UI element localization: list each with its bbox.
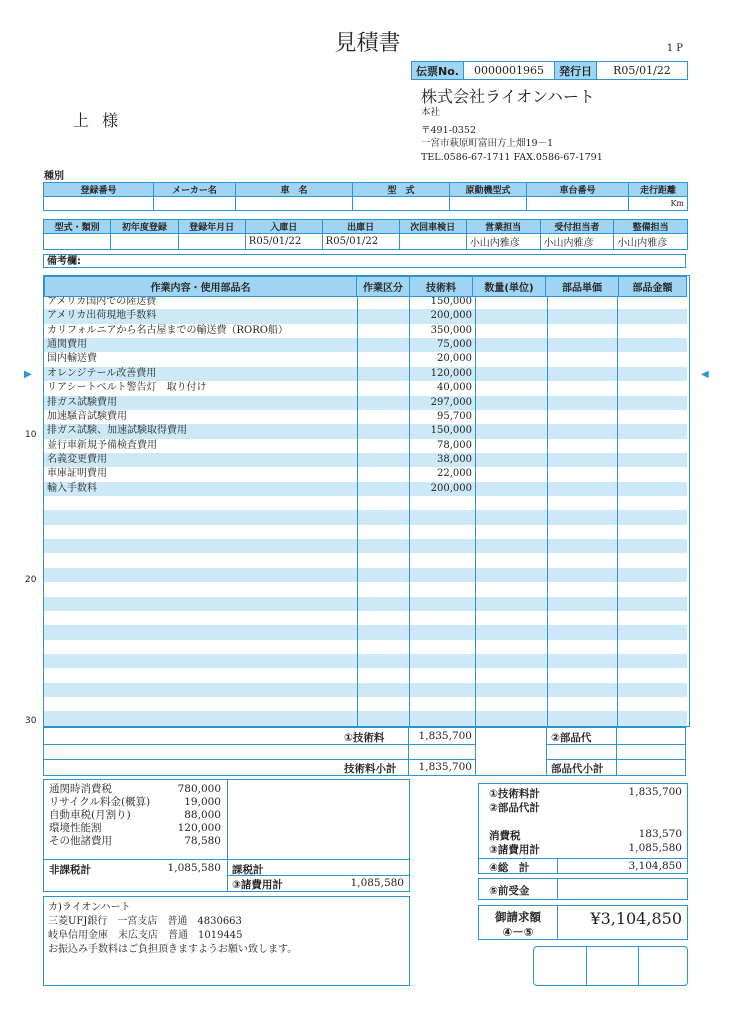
remarks-field: 備考欄:	[43, 254, 686, 268]
work-item-name: 排ガス試験、加速試験取得費用	[47, 425, 187, 437]
detail-header: 営業担当	[466, 220, 540, 234]
table-row	[44, 711, 687, 725]
work-item-fee: 95,700	[437, 410, 472, 422]
tax-subtotal-label: 課税計	[232, 864, 264, 876]
table-row	[44, 352, 687, 366]
vehicle-header: 登録番号	[44, 183, 154, 197]
work-header: 数量(単位)	[473, 277, 546, 297]
billing-box	[478, 905, 688, 940]
work-item-fee: 150,000	[430, 425, 472, 437]
customer-honorific: 上 様	[73, 111, 123, 130]
slip-no: 0000001965	[464, 62, 555, 79]
work-item-name: アメリカ国内での陸送費	[47, 296, 157, 307]
expense-item	[49, 796, 221, 809]
work-item-name: カリフォルニアから名古屋までの輸送費（RORO船）	[47, 324, 288, 336]
line-marker: 10	[25, 430, 37, 440]
work-item-name: 加速騒音試験費用	[47, 410, 127, 422]
work-header: 部品金額	[619, 277, 687, 297]
tech-subtotal-label: 技術料小計	[344, 763, 397, 775]
work-header: 作業内容・使用部品名	[45, 277, 357, 297]
summary-tax-value: 183,570	[638, 828, 682, 840]
table-row	[44, 467, 687, 481]
detail-header: 初年度登録	[111, 220, 178, 234]
bank-info-block	[43, 896, 410, 986]
work-item-name: アメリカ出荷現地手数料	[47, 310, 157, 322]
table-row	[44, 396, 687, 410]
table-row	[44, 453, 687, 467]
detail-value: 小山内雅彦	[540, 234, 614, 250]
table-row	[44, 367, 687, 381]
work-header: 部品単価	[546, 277, 619, 297]
expense-item	[49, 835, 221, 848]
right-marker-icon: ◀	[701, 369, 709, 380]
detail-header: 出庫日	[322, 220, 399, 234]
work-item-name: 通関費用	[47, 339, 87, 351]
company-name: 株式会社ライオンハート	[421, 87, 595, 106]
table-row	[44, 338, 687, 352]
slip-header	[411, 61, 688, 80]
bank-lines	[48, 901, 297, 957]
table-row	[44, 611, 687, 625]
mileage-unit: Km	[629, 197, 688, 211]
work-item-name: リアシートベルト警告灯 取り付け	[47, 382, 207, 394]
detail-table	[43, 219, 688, 250]
parts-subtotal-label: 部品代小計	[551, 763, 604, 775]
line-marker: 20	[25, 575, 37, 585]
misc-total-value: 1,085,580	[350, 877, 404, 889]
work-item-fee: 350,000	[430, 324, 472, 336]
expense-item	[49, 822, 221, 835]
table-row	[44, 539, 687, 553]
billing-amount: ¥3,104,850	[590, 909, 682, 928]
table-row	[44, 683, 687, 697]
work-item-fee: 200,000	[430, 310, 472, 322]
expense-name: 自動車税(月割り)	[49, 809, 131, 821]
vehicle-header: 車台番号	[527, 183, 629, 197]
company-address: 一宮市萩原町富田方上畑19－1	[421, 138, 554, 149]
table-row	[44, 381, 687, 395]
parts-fee-label: ②部品代	[551, 732, 592, 744]
billing-label: 御請求額	[495, 910, 541, 924]
bank-line: カ)ライオンハート	[48, 902, 131, 913]
summary-block	[478, 783, 688, 874]
work-header: 技術料	[410, 277, 473, 297]
work-item-fee: 20,000	[437, 353, 472, 365]
table-row	[44, 496, 687, 510]
detail-header: 受付担当者	[540, 220, 614, 234]
work-item-name: 車庫証明費用	[47, 468, 107, 480]
nontax-label: 非課税計	[49, 864, 91, 876]
detail-value: R05/01/22	[322, 234, 399, 250]
detail-header: 入庫日	[245, 220, 322, 234]
work-item-name: 国内輸送費	[47, 353, 97, 365]
table-row	[44, 295, 687, 309]
tech-fee-value: 1,835,700	[418, 730, 472, 742]
detail-value	[111, 234, 178, 250]
slip-no-label: 伝票No.	[412, 62, 464, 79]
expense-list	[49, 783, 221, 848]
table-row	[44, 410, 687, 424]
detail-header: 登録年月日	[178, 220, 245, 234]
expense-name: 通関時消費税	[49, 783, 112, 795]
table-row	[44, 697, 687, 711]
vehicle-header: 原動機型式	[450, 183, 527, 197]
expense-name: その他諸費用	[49, 835, 112, 847]
vehicle-header: 型 式	[353, 183, 450, 197]
summary-tech-label: ①技術料計	[489, 788, 540, 800]
expense-name: リサイクル料金(概算)	[49, 796, 151, 808]
work-item-fee: 120,000	[430, 367, 472, 379]
table-row	[44, 309, 687, 323]
nontax-value: 1,085,580	[167, 862, 221, 874]
advance-payment-box	[478, 878, 688, 900]
vehicle-table	[43, 182, 688, 211]
tech-fee-label: ①技術料	[344, 732, 385, 744]
work-rows	[44, 295, 687, 726]
advance-label: ⑤前受金	[489, 885, 530, 897]
vehicle-header: メーカー名	[154, 183, 236, 197]
table-row	[44, 482, 687, 496]
page-number: 1 P	[666, 43, 683, 54]
expense-value: 88,000	[184, 809, 221, 821]
detail-value	[44, 234, 111, 250]
work-table	[43, 275, 690, 727]
work-item-fee: 297,000	[430, 396, 472, 408]
bank-line: 三菱UFJ銀行 一宮支店 普通 4830663	[48, 916, 242, 927]
work-item-fee: 38,000	[437, 453, 472, 465]
work-item-fee: 75,000	[437, 339, 472, 351]
detail-header: 次回車検日	[399, 220, 466, 234]
summary-tech-value: 1,835,700	[628, 786, 682, 798]
table-row	[44, 424, 687, 438]
detail-value: 小山内雅彦	[614, 234, 688, 250]
expense-value: 120,000	[177, 822, 221, 834]
line-marker: 30	[25, 716, 37, 726]
work-table-header	[44, 276, 687, 297]
work-item-fee: 78,000	[437, 439, 472, 451]
detail-value: R05/01/22	[245, 234, 322, 250]
work-item-fee: 40,000	[437, 382, 472, 394]
expense-item	[49, 809, 221, 822]
company-postal: 〒491-0352	[421, 125, 477, 136]
vehicle-header: 走行距離	[629, 183, 688, 197]
work-item-fee: 200,000	[430, 482, 472, 494]
table-row	[44, 510, 687, 524]
expense-name: 環境性能割	[49, 822, 102, 834]
work-header: 作業区分	[357, 277, 410, 297]
issue-date: R05/01/22	[613, 64, 671, 77]
vehicle-header: 車 名	[236, 183, 353, 197]
kind-label: 種別	[44, 171, 64, 182]
detail-header: 型式・類別	[44, 220, 111, 234]
summary-misc-label: ③諸費用計	[489, 844, 540, 856]
table-row	[44, 439, 687, 453]
bank-line: 岐阜信用金庫 末広支店 普通 1019445	[48, 930, 243, 941]
detail-header: 整備担当	[614, 220, 688, 234]
work-item-fee: 150,000	[430, 296, 472, 307]
table-row	[44, 525, 687, 539]
work-item-name: 名義変更費用	[47, 453, 107, 465]
left-marker-icon: ▶	[24, 369, 32, 380]
company-tel: TEL.0586-67-1711 FAX.0586-67-1791	[421, 152, 603, 163]
bank-line: お振込み手数料はご負担頂きますようお願い致します。	[48, 944, 298, 955]
expense-value: 78,580	[184, 835, 221, 847]
table-row	[44, 553, 687, 567]
detail-value	[399, 234, 466, 250]
subtotal-block	[43, 727, 686, 776]
tech-subtotal-value: 1,835,700	[418, 761, 472, 773]
detail-value: 小山内雅彦	[466, 234, 540, 250]
table-row	[44, 668, 687, 682]
work-item-name: 輸入手数料	[47, 482, 97, 494]
billing-formula: ④－⑤	[502, 925, 534, 939]
summary-total-label: ④総 計	[489, 862, 530, 874]
detail-value	[178, 234, 245, 250]
summary-parts-label: ②部品代計	[489, 802, 540, 814]
summary-total-value: 3,104,850	[628, 860, 682, 872]
work-item-fee: 22,000	[437, 468, 472, 480]
stamp-box	[533, 946, 688, 986]
table-row	[44, 582, 687, 596]
work-item-name: オレンジテール改善費用	[47, 367, 157, 379]
expense-value: 19,000	[184, 796, 221, 808]
misc-total-label: ③諸費用計	[232, 879, 283, 891]
table-row	[44, 625, 687, 639]
company-branch: 本社	[421, 107, 441, 118]
issue-date-label: 発行日	[555, 62, 597, 79]
work-item-name: 並行車新規予備検査費用	[47, 439, 157, 451]
expense-block	[43, 779, 410, 892]
expense-item	[49, 783, 221, 796]
table-row	[44, 654, 687, 668]
work-item-name: 排ガス試験費用	[47, 396, 117, 408]
summary-misc-value: 1,085,580	[628, 842, 682, 854]
summary-tax-label: 消費税	[489, 830, 521, 842]
table-row	[44, 568, 687, 582]
table-row	[44, 324, 687, 338]
table-row	[44, 640, 687, 654]
table-row	[44, 597, 687, 611]
expense-value: 780,000	[177, 783, 221, 795]
document-title: 見積書	[334, 31, 401, 56]
